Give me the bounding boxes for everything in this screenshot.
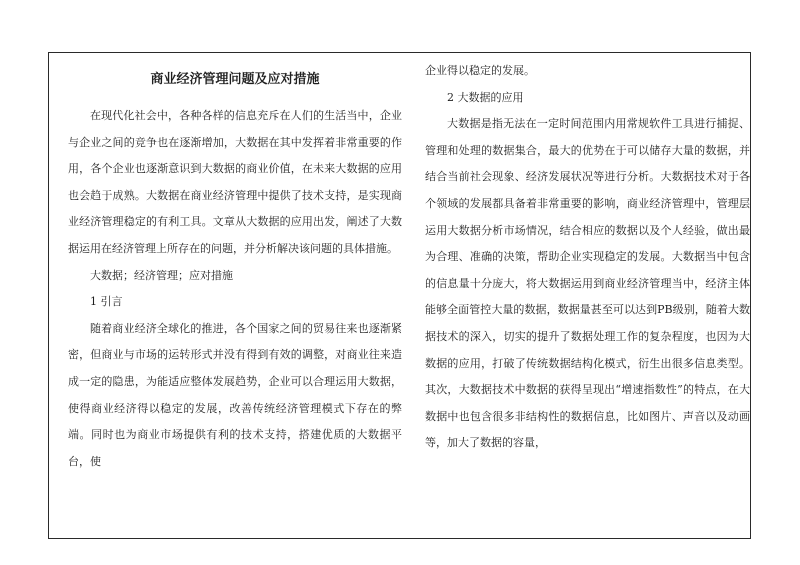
left-column xyxy=(68,67,402,475)
continuation-line: 企业得以稳定的发展。 xyxy=(425,64,535,77)
abstract-paragraph: 在现代化社会中，各种各样的信息充斥在人们的生活当中，企业与企业之间的竞争也在逐渐增加，大数据在其中发挥着非常重要的作用，各个企业也逐渐意识到大数据的商业价值，在未来大数据的应用也会趋于成熟。大数据在商业经济管理中提供了技术支持，是实现商业经济管理稳定的有利工具。文章从大数据的应用出发，阐述了大数据运用在经济管理上所存在的问题，并分析解决该问题的具体措施。 xyxy=(68,109,402,255)
section2-paragraph: 大数据是指无法在一定时间范围内用常规软件工具进行捕捉、管理和处理的数据集合，最大的优势在于可以储存大量的数据，并结合当前社会现象、经济发展状况等进行分析。大数据技术对于各个领域的发展都具备着非常重要的影响，商业经济管理中，管理层运用大数据分析市场情况，结合相应的数据以及个人经验，做出最为合理、准确的决策，帮助企业实现稳定的发展。大数据当中包含的信息量十分庞大，将大数据运用到商业经济管理当中，经济主体能够全面管控大量的数据，数据量甚至可以达到PB级别，随着大数据技术的深入，切实的提升了数据处理工作的复杂程度，也因为大数据的应用，打破了传统数据结构化模式，衍生出很多信息类型。其次，大数据技术中数据的获得呈现出“增速指数性”的特点，在大数据中也包含很多非结构性的数据信息，比如图片、声音以及动画等，加大了数据的容量， xyxy=(425,117,750,450)
keywords-line: 大数据；经济管理；应对措施 xyxy=(90,268,233,282)
right-column xyxy=(425,58,750,457)
section1-paragraph: 随着商业经济全球化的推进，各个国家之间的贸易往来也逐渐紧密，但商业与市场的运转形式并没有得到有效的调整，对商业往来造成一定的隐患，为能适应整体发展趋势，企业可以合理运用大数据，使得商业经济得以稳定的发展，改善传统经济管理模式下存在的弊端。同时也为商业市场提供有利的技术支持，搭建优质的大数据平台，使 xyxy=(68,321,402,468)
title-spacer xyxy=(68,67,402,103)
document-title: 商业经济管理问题及应对措施 xyxy=(150,72,320,87)
section1-heading: 1 引言 xyxy=(90,295,123,309)
section2-heading: 2 大数据的应用 xyxy=(447,90,524,104)
